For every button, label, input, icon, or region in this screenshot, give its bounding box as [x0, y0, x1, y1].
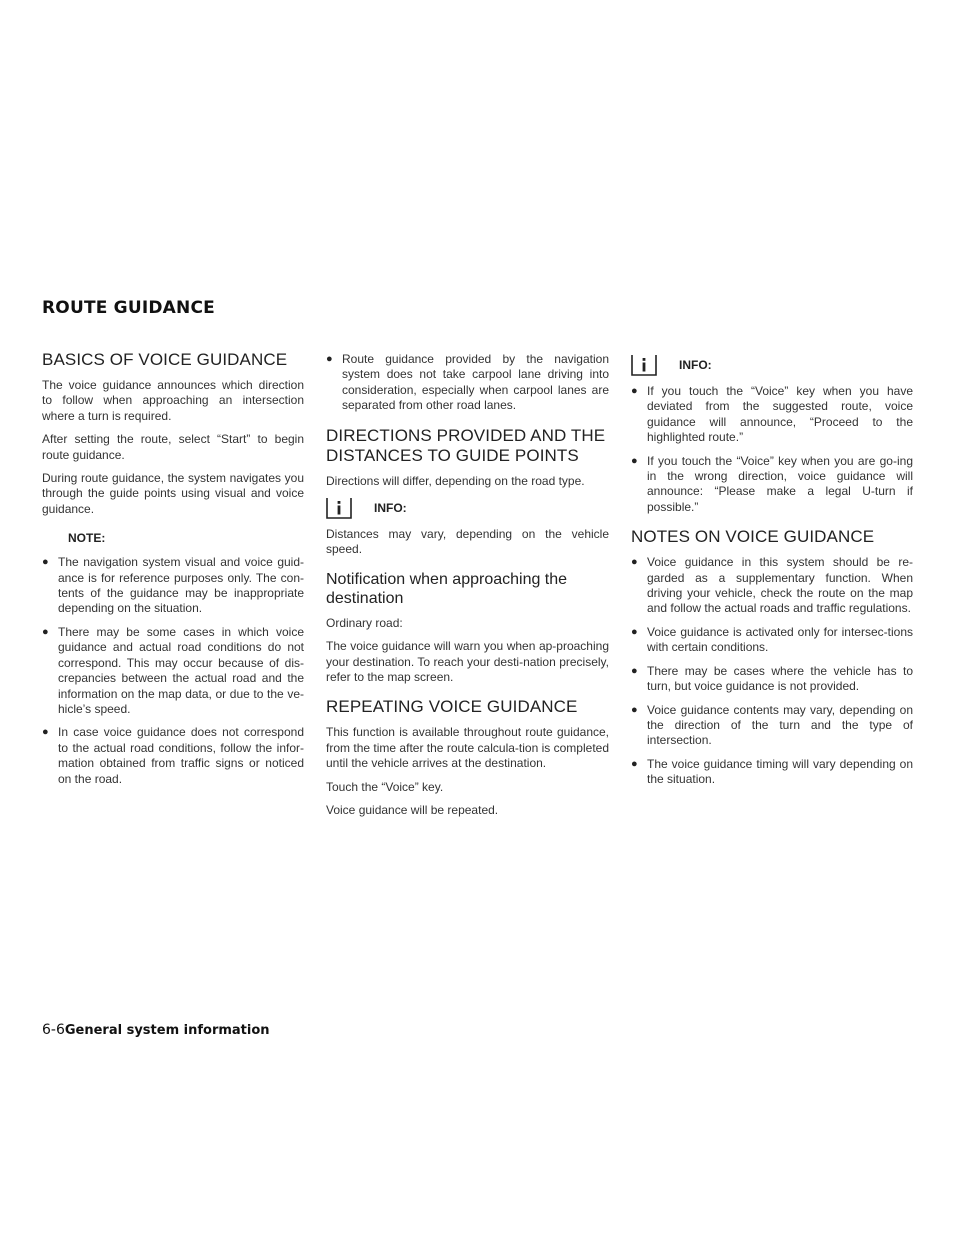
- chapter-title: General system information: [64, 1023, 270, 1038]
- bullet-icon: ●: [631, 664, 638, 677]
- heading-notes: NOTES ON VOICE GUIDANCE: [631, 527, 875, 547]
- list-item: ● If you touch the “Voice” key when you are go-ing in the wrong direction, voice guidance will announce: “Please make a legal U-turn if possible.”: [631, 453, 913, 514]
- bullet-icon: ●: [631, 385, 638, 397]
- info-block: [631, 354, 913, 376]
- bullet-icon: ●: [42, 556, 49, 569]
- list-item: ● Voice guidance contents may vary, depending on the direction of the turn and the type of intersection.: [631, 702, 913, 748]
- note-list: [42, 555, 304, 787]
- list-item: ● In case voice guidance does not correspond to the actual road conditions, follow the infor-mation obtained from traffic signs or noticed on the road.: [42, 725, 304, 786]
- list-item: ● Voice guidance in this system should be re-garded as a supplementary function. When driving your vehicle, check the route on the map and follow the actual roads and traffic regulations.: [631, 555, 913, 616]
- paragraph: During route guidance, the system navigates you through the guide points using visual and voice guidance.: [42, 471, 304, 516]
- page-footer: [42, 1021, 270, 1038]
- page-number: 6-6: [42, 1022, 65, 1038]
- bullet-icon: ●: [631, 703, 638, 716]
- bullet-icon: ●: [631, 556, 638, 569]
- list-item: ● The voice guidance timing will vary depending on the situation.: [631, 756, 913, 787]
- info-icon: [631, 354, 657, 376]
- paragraph: This function is available throughout route guidance, from the time after the route calcula-tion is completed until the vehicle arrives at the destination.: [326, 725, 609, 771]
- section-title: ROUTE GUIDANCE: [42, 298, 215, 318]
- info-block: [326, 497, 609, 519]
- bullet-icon: ●: [326, 353, 333, 365]
- list-item: ● If you touch the “Voice” key when you have deviated from the suggested route, voice guidance will announce, “Proceed to the highlighted route.”: [631, 384, 913, 445]
- bullet-icon: ●: [42, 726, 49, 739]
- bullet-icon: ●: [42, 625, 49, 638]
- carryover-list: [326, 352, 609, 414]
- notes-list: [631, 555, 913, 787]
- bullet-icon: ●: [631, 625, 638, 638]
- bullet-icon: ●: [631, 454, 638, 467]
- heading-repeating: REPEATING VOICE GUIDANCE: [326, 697, 578, 717]
- paragraph: The voice guidance will warn you when ap-proaching your destination. To reach your desti-nation precisely, refer to the map screen.: [326, 639, 609, 685]
- paragraph: Ordinary road:: [326, 615, 403, 630]
- heading-directions: DIRECTIONS PROVIDED AND THE DISTANCES TO GUIDE POINTS: [326, 425, 606, 465]
- bullet-icon: ●: [631, 757, 638, 770]
- info-list: [631, 384, 913, 515]
- column-2: [326, 352, 609, 827]
- paragraph: Directions will differ, depending on the road type.: [326, 473, 585, 488]
- subheading-notification: Notification when approaching the destination: [326, 570, 568, 607]
- column-3: [631, 360, 913, 796]
- list-item: ● There may be cases where the vehicle has to turn, but voice guidance is not provided.: [631, 663, 913, 694]
- info-label: INFO:: [679, 358, 712, 372]
- list-item: ● Voice guidance is activated only for intersec-tions with certain conditions.: [631, 624, 913, 655]
- note-label: NOTE:: [68, 531, 106, 546]
- heading-basics: BASICS OF VOICE GUIDANCE: [42, 350, 288, 369]
- paragraph: Distances may vary, depending on the vehicle speed.: [326, 527, 609, 557]
- paragraph: The voice guidance announces which direction to follow when approaching an intersection where a turn is required.: [42, 378, 304, 423]
- info-label: INFO:: [374, 501, 407, 516]
- info-icon: [326, 497, 352, 519]
- list-item: ● There may be some cases in which voice guidance and actual road conditions do not correspond. This may occur because of dis-crepancies between the actual road and the information on the map data, or due to the ve-hicle’s speed.: [42, 624, 304, 716]
- paragraph: Voice guidance will be repeated.: [326, 803, 499, 818]
- list-item: ● Route guidance provided by the navigation system does not take carpool lane driving into consideration, especially when carpool lanes are separated from other road lanes.: [326, 352, 609, 413]
- list-item: ● The navigation system visual and voice guid-ance is for reference purposes only. The con-tents of the guidance may be inappropriate depending on the situation.: [42, 555, 304, 616]
- paragraph: Touch the “Voice” key.: [326, 779, 444, 794]
- paragraph: After setting the route, select “Start” to begin route guidance.: [42, 432, 304, 462]
- column-1: [42, 350, 304, 795]
